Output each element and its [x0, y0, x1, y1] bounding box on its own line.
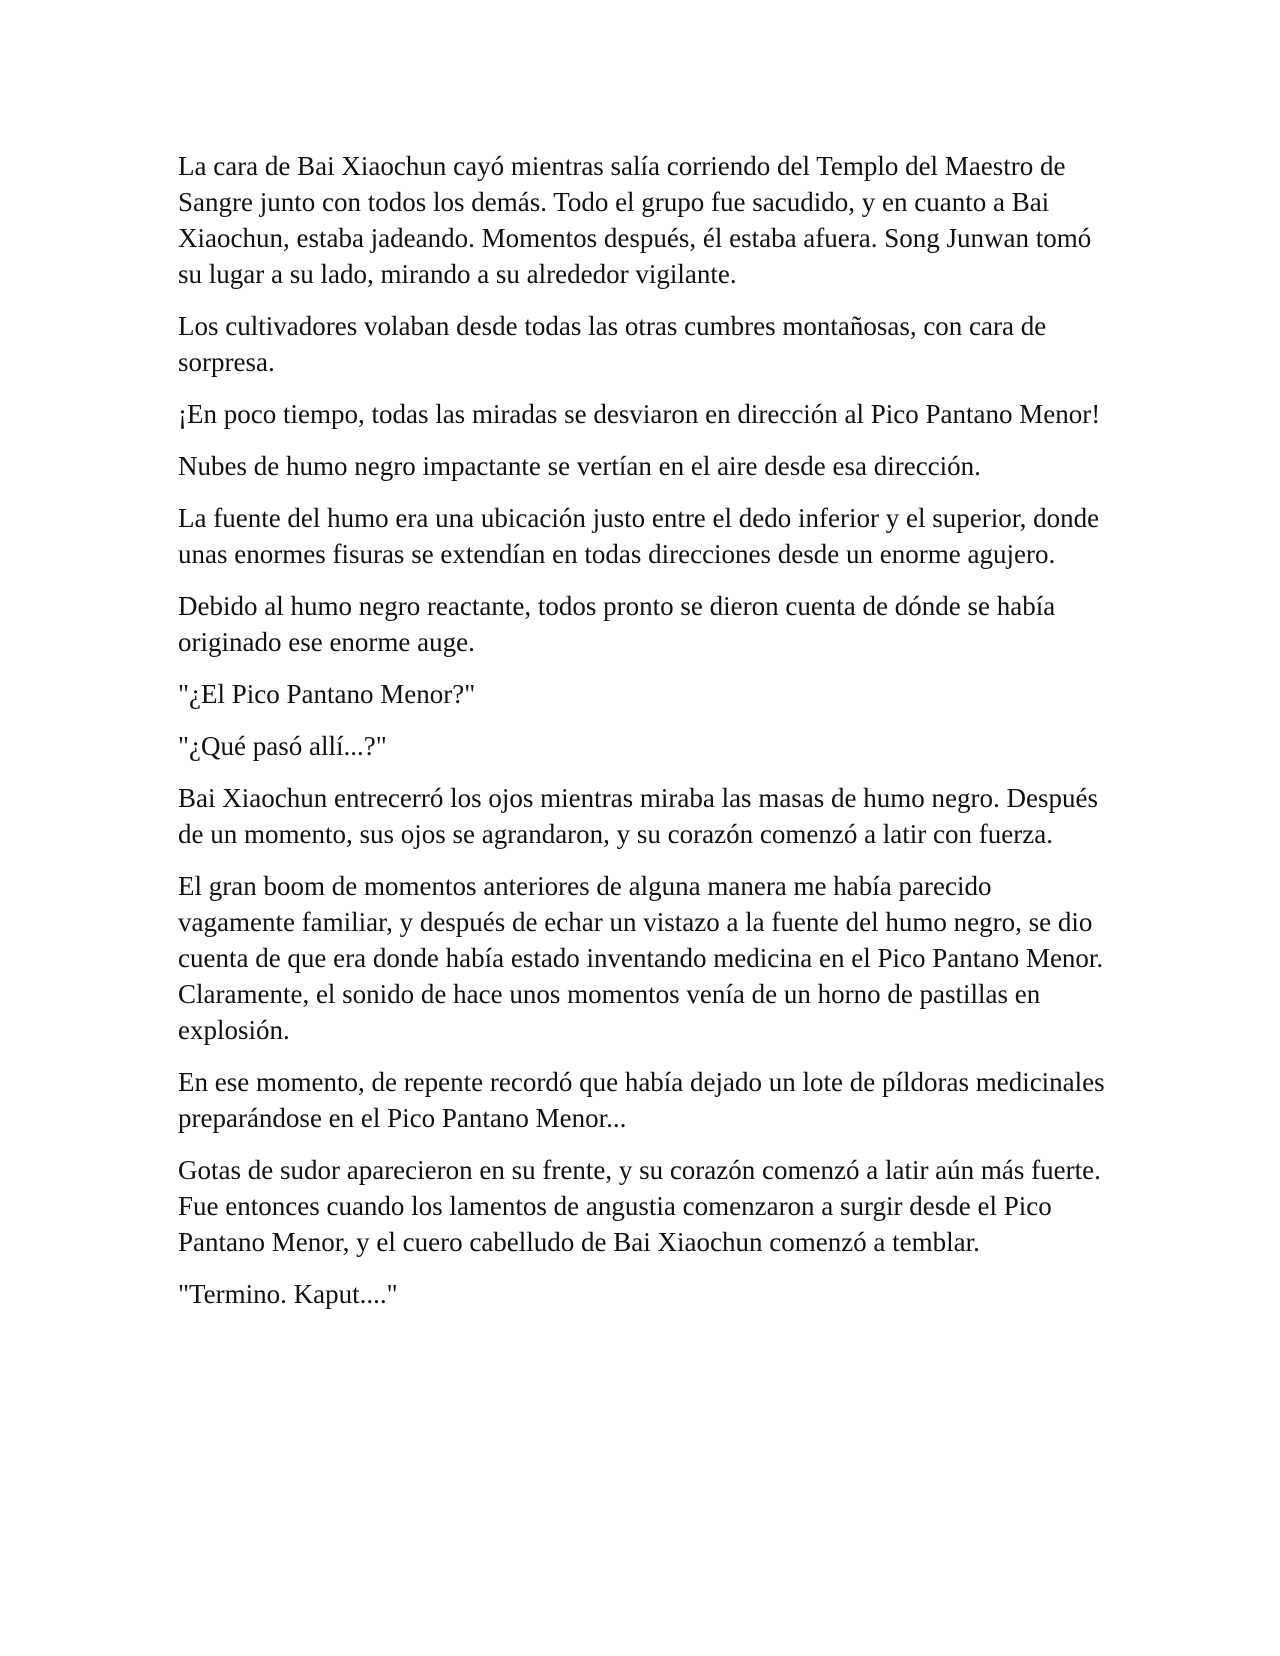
- paragraph-1: La cara de Bai Xiaochun cayó mientras salía corriendo del Templo del Maestro de Sangre junto con todos los demás. Todo el grupo fue sacudido, y en cuanto a Bai Xiaochun, estaba jadeando. Momentos después, él estaba afuera. Song Junwan tomó su lugar a su lado, mirando a su alrededor vigilante.: [178, 151, 1092, 289]
- paragraph-7-dialogue: "¿El Pico Pantano Menor?": [178, 679, 476, 709]
- paragraph-9: Bai Xiaochun entrecerró los ojos mientras miraba las masas de humo negro. Después de un momento, sus ojos se agrandaron, y su corazón comenzó a latir con fuerza.: [178, 783, 1098, 849]
- document-body: [178, 148, 1108, 1328]
- paragraph-11: En ese momento, de repente recordó que había dejado un lote de píldoras medicinales preparándose en el Pico Pantano Menor...: [178, 1067, 1105, 1133]
- paragraph-12: Gotas de sudor aparecieron en su frente, y su corazón comenzó a latir aún más fuerte. Fue entonces cuando los lamentos de angustia comenzaron a surgir desde el Pico Pantano Menor, y el cuero cabelludo de Bai Xiaochun comenzó a temblar.: [178, 1155, 1101, 1257]
- paragraph-8-dialogue: "¿Qué pasó allí...?": [178, 731, 387, 761]
- paragraph-10: El gran boom de momentos anteriores de alguna manera me había parecido vagamente familiar, y después de echar un vistazo a la fuente del humo negro, se dio cuenta de que era donde había estado inventando medicina en el Pico Pantano Menor. Claramente, el sonido de hace unos momentos venía de un horno de pastillas en explosión.: [178, 871, 1104, 1045]
- paragraph-2: Los cultivadores volaban desde todas las otras cumbres montañosas, con cara de sorpresa.: [178, 311, 1047, 377]
- paragraph-3: ¡En poco tiempo, todas las miradas se desviaron en dirección al Pico Pantano Menor!: [178, 399, 1101, 429]
- paragraph-4: Nubes de humo negro impactante se vertían en el aire desde esa dirección.: [178, 451, 981, 481]
- paragraph-13-dialogue: "Termino. Kaput....": [178, 1279, 398, 1309]
- paragraph-5: La fuente del humo era una ubicación justo entre el dedo inferior y el superior, donde unas enormes fisuras se extendían en todas direcciones desde un enorme agujero.: [178, 503, 1100, 569]
- paragraph-6: Debido al humo negro reactante, todos pronto se dieron cuenta de dónde se había originado ese enorme auge.: [178, 591, 1056, 657]
